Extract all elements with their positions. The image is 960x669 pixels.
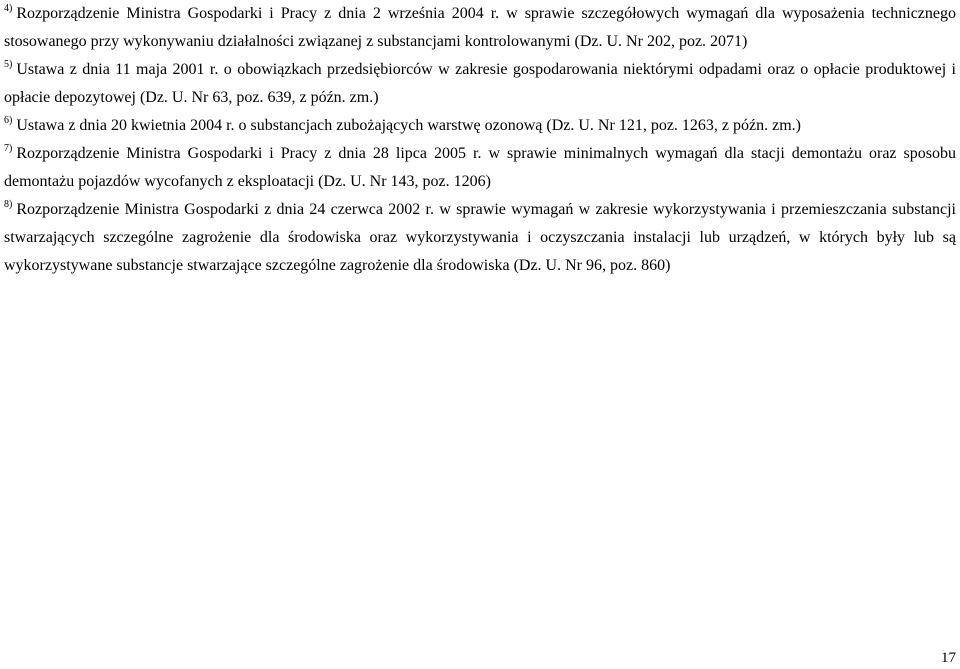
footnote-8 [4, 196, 956, 280]
footnote-marker: 4) [4, 3, 13, 14]
footnote-text: Rozporządzenie Ministra Gospodarki z dnia 24 czerwca 2002 r. w sprawie wymagań w zakresie wykorzystywania i przemieszczania substancji stwarzających szczególne zagrożenie dla środowiska oraz wykorzystywania i oczyszczania instalacji lub urządzeń, w których były lub są wykorzystywane substancje stwarzające szczególne zagrożenie dla środowiska (Dz. U. Nr 96, poz. 860) [4, 201, 956, 274]
footnote-5 [4, 56, 956, 112]
footnote-text: Ustawa z dnia 11 maja 2001 r. o obowiązkach przedsiębiorców w zakresie gospodarowania niektórymi odpadami oraz o opłacie produktowej i opłacie depozytowej (Dz. U. Nr 63, poz. 639, z późn. zm.) [4, 61, 956, 106]
footnote-marker: 7) [4, 143, 13, 154]
footnote-text: Rozporządzenie Ministra Gospodarki i Pracy z dnia 28 lipca 2005 r. w sprawie minimalnych wymagań dla stacji demontażu oraz sposobu demontażu pojazdów wycofanych z eksploatacji (Dz. U. Nr 143, poz. 1206) [4, 145, 956, 190]
footnote-marker: 8) [4, 199, 13, 210]
footnote-marker: 5) [4, 59, 13, 70]
footnote-marker: 6) [4, 115, 13, 126]
footnote-text: Ustawa z dnia 20 kwietnia 2004 r. o substancjach zubożających warstwę ozonową (Dz. U. Nr 121, poz. 1263, z późn. zm.) [16, 117, 801, 134]
footnote-7 [4, 140, 956, 196]
footnote-text: Rozporządzenie Ministra Gospodarki i Pracy z dnia 2 września 2004 r. w sprawie szczegółowych wymagań dla wyposażenia technicznego stosowanego przy wykonywaniu działalności związanej z substancjami kontrolowanymi (Dz. U. Nr 202, poz. 2071) [4, 5, 956, 50]
footnote-4 [4, 0, 956, 56]
footnotes-section [4, 0, 956, 280]
page-number: 17 [941, 650, 956, 666]
footnote-6 [4, 112, 956, 140]
